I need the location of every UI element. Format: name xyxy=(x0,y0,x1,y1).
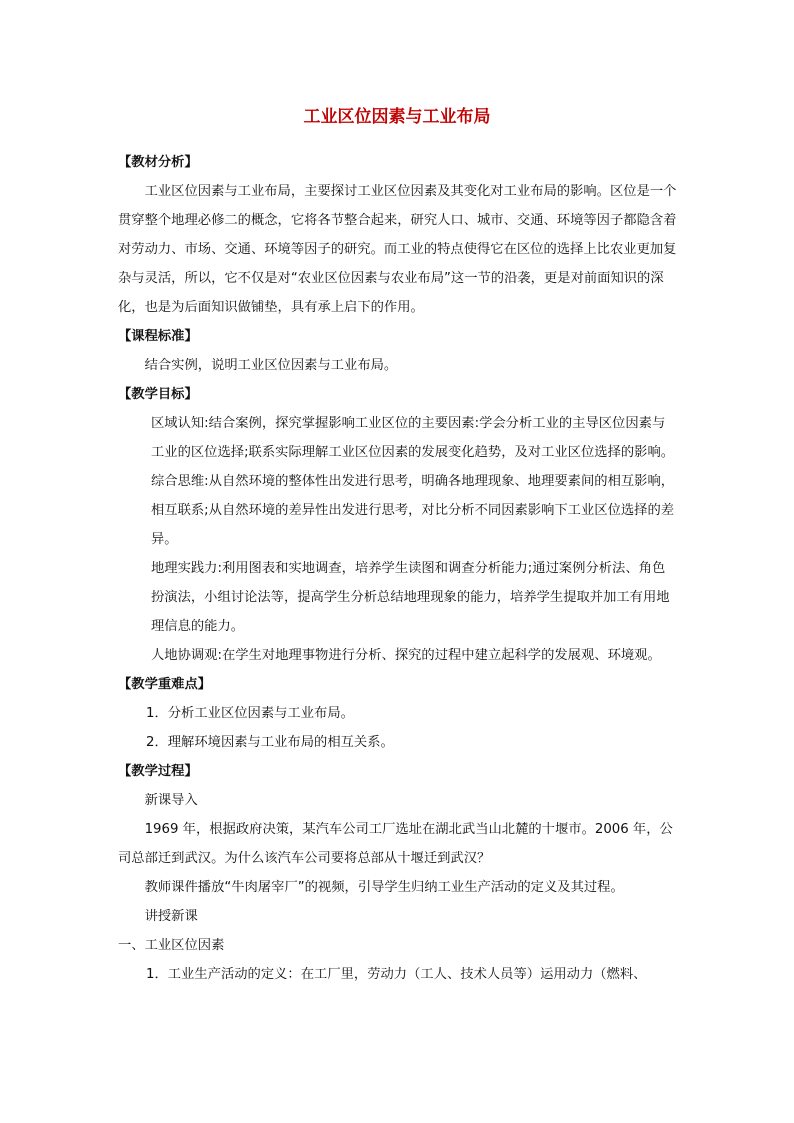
lesson-label: 讲授新课 xyxy=(144,909,198,924)
paragraph-standard: 结合实例，说明工业区位因素与工业布局。 xyxy=(144,358,398,373)
section-heading-analysis: 【教材分析】 xyxy=(118,155,198,170)
document-body xyxy=(118,148,678,989)
keypoints-list xyxy=(118,699,678,757)
paragraph-analysis: 工业区位因素与工业布局，主要探讨工业区位因素及其变化对工业布局的影响。区位是一个贯穿整个地理必修二的概念，它将各节整合起来，研究人口、城市、交通、环境等因子都隐含着对劳动力、市场、交通、环境等因子的研究。而工业的特点使得它在区位的选择上比农业更加复杂与灵活，所以，它不仅是对“农业区位因素与农业布局”这一节的沿袭，更是对前面知识的深化，也是为后面知识做铺垫，具有承上启下的作用。 xyxy=(118,184,677,315)
section-heading-process: 【教学过程】 xyxy=(118,764,198,779)
section-heading-standard: 【课程标准】 xyxy=(118,329,198,344)
paragraph-video: 教师课件播放“牛肉屠宰厂”的视频，引导学生归纳工业生产活动的定义及其过程。 xyxy=(144,880,624,895)
goal-item: 地理实践力:利用图表和实地调查，培养学生读图和调查分析能力;通过案例分析法、角色扮演法，小组讨论法等，提高学生分析总结地理现象的能力，培养学生提取并加工有用地理信息的能力。 xyxy=(151,561,670,634)
paragraph-intro: 1969 年，根据政府决策，某汽车公司工厂选址在湖北武当山北麓的十堰市。2006 年，公司总部迁到武汉。为什么该汽车公司要将总部从十堰迁到武汉？ xyxy=(118,822,673,866)
goal-item: 区域认知:结合案例，探究掌握影响工业区位的主要因素:学会分析工业的主导区位因素与工业的区位选择;联系实际理解工业区位因素的发展变化趋势，及对工业区位选择的影响。 xyxy=(151,416,675,460)
section-heading-keypoints: 【教学重难点】 xyxy=(118,677,212,692)
point1-text: 1．工业生产活动的定义：在工厂里，劳动力（工人、技术人员等）运用动力（燃料、 xyxy=(146,967,647,982)
goals-list xyxy=(118,409,678,670)
document-title: 工业区位因素与工业布局 xyxy=(303,107,491,127)
goal-item: 综合思维:从自然环境的整体性出发进行思考，明确各地理现象、地理要素间的相互影响，相互联系;从自然环境的差异性出发进行思考，对比分析不同因素影响下工业区位选择的差异。 xyxy=(151,474,675,547)
intro-label: 新课导入 xyxy=(144,793,198,808)
section1-heading: 一、工业区位因素 xyxy=(118,938,225,953)
keypoint-item: 2．理解环境因素与工业布局的相互关系。 xyxy=(146,735,394,750)
section-heading-goals: 【教学目标】 xyxy=(118,387,198,402)
goal-item: 人地协调观:在学生对地理事物进行分析、探究的过程中建立起科学的发展观、环境观。 xyxy=(151,648,661,663)
keypoint-item: 1．分析工业区位因素与工业布局。 xyxy=(146,706,354,721)
